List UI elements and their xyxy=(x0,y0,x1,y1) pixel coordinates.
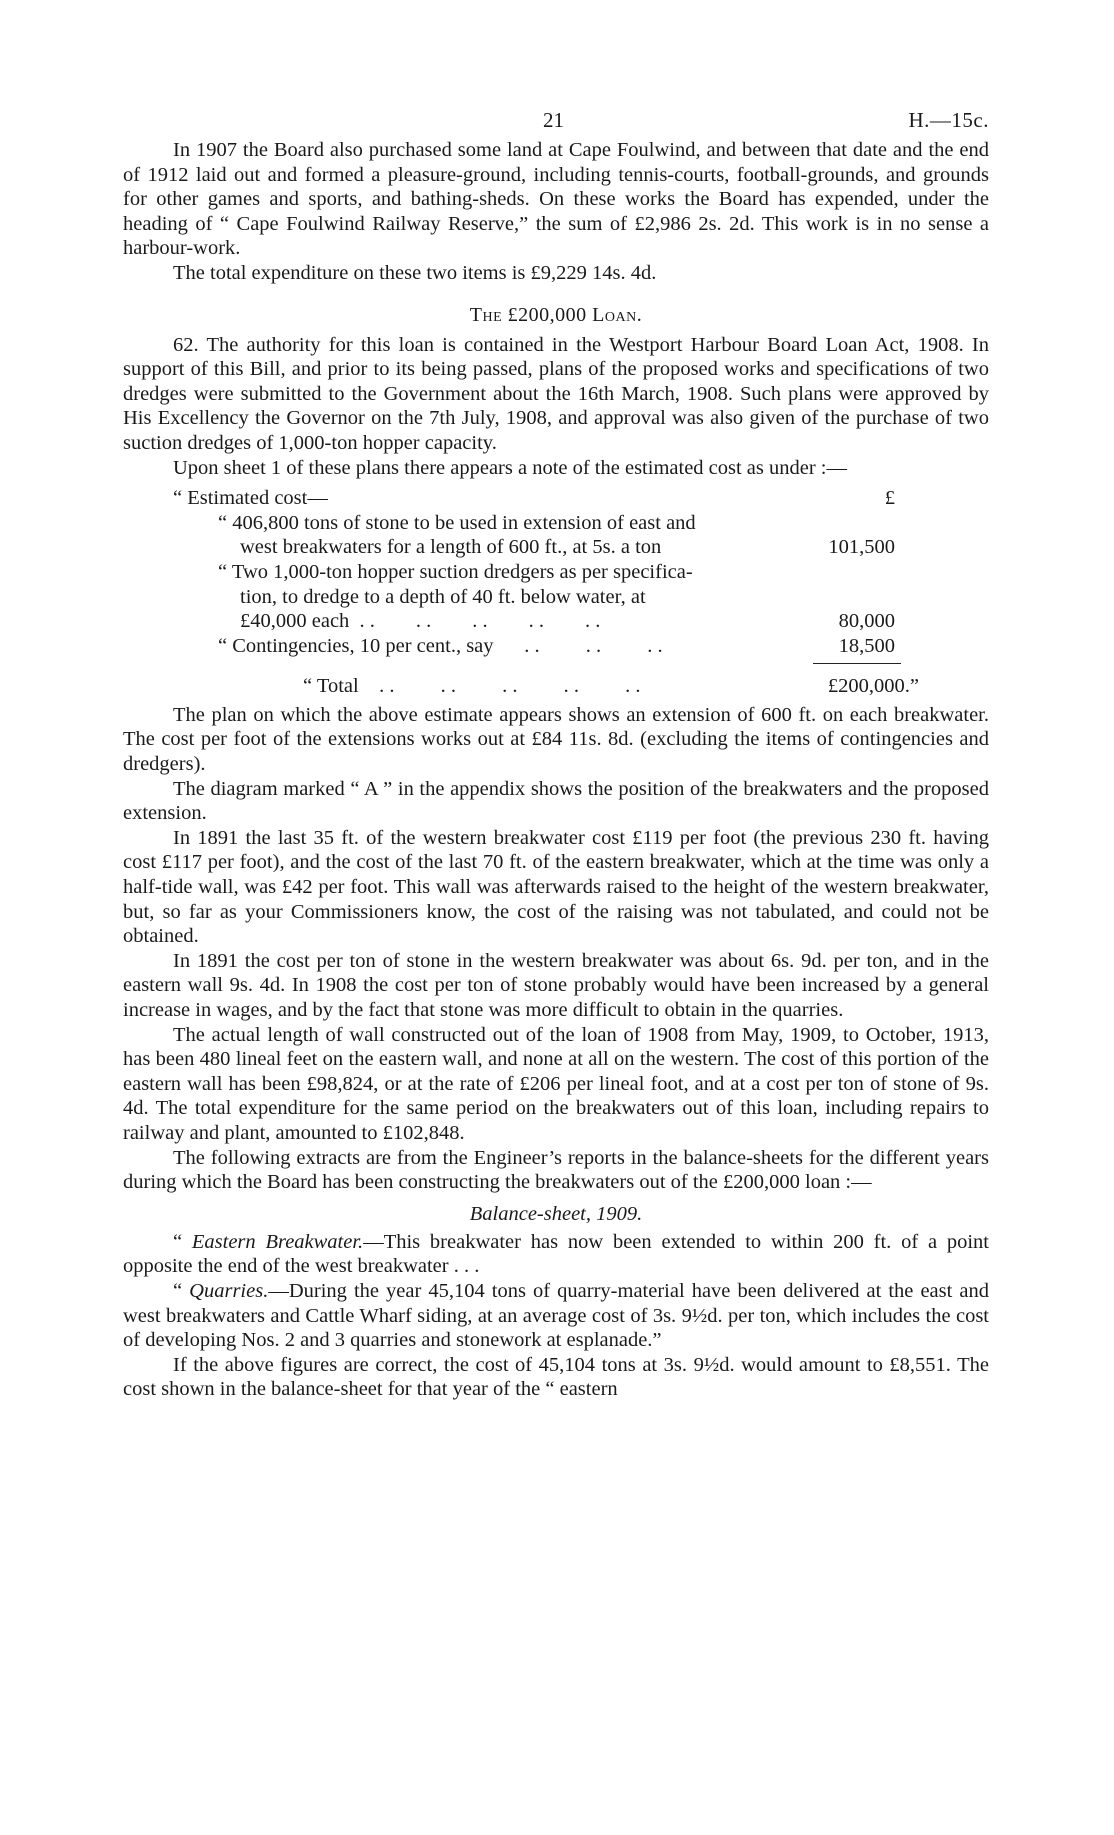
paragraph-cape-foulwind: In 1907 the Board also purchased some land at Cape Foulwind, and between that date and the end of 1912 laid out and formed a pleasure-ground, including tennis-courts, football-grounds, and grounds for other games and sports, and bathing-sheds. On these works the Board has expended, under the heading of “ Cape Foulwind Railway Reserve,” the sum of £2,986 2s. 2d. This work is in no sense a harbour-work. xyxy=(123,139,989,260)
quote-eastern-text: —This breakwater has now been extended to within 200 ft. of a point opposite the end of the west breakwater . . . xyxy=(123,1230,989,1278)
quote-quarries-label: Quarries. xyxy=(189,1279,269,1302)
estimate-item-dredgers-line3: £40,000 each . . . . . . . . . . xyxy=(240,610,601,633)
paragraph-1891-stone: In 1891 the cost per ton of stone in the western breakwater was about 6s. 9d. per ton, and in the eastern wall 9s. 4d. In 1908 the cost per ton of stone probably would have been increased by a general increase in wages, and by the fact that stone was more difficult to obtain in the quarries. xyxy=(123,949,989,1021)
estimate-item-contingencies-amount: 18,500 xyxy=(838,634,895,657)
estimate-total-amount: £200,000.” xyxy=(827,675,919,698)
paragraph-plan: The plan on which the above estimate appears shows an extension of 600 ft. on each breakwater. The cost per foot of the extensions works out at £84 11s. 8d. (excluding the items of contingencies and dredgers). xyxy=(123,703,989,776)
document-page xyxy=(123,108,989,1402)
estimate-item-stone-amount: 101,500 xyxy=(828,536,895,559)
paragraph-total-expenditure: The total expenditure on these two items is £9,229 14s. 4d. xyxy=(173,261,657,284)
estimate-item-stone-line1: “ 406,800 tons of stone to be used in extension of east and xyxy=(218,511,696,534)
page-number: 21 xyxy=(543,108,564,132)
quote-quarries: “ Quarries.—During the year 45,104 tons of quarry-material have been delivered at the east and west breakwaters and Cattle Wharf siding, at an average cost of 3s. 9½d. per ton, which includes the cost of developing Nos. 2 and 3 quarries and stonework at esplanade.” xyxy=(123,1279,989,1352)
estimate-item-contingencies-label: “ Contingencies, 10 per cent., say . . . . . . xyxy=(218,634,663,657)
total-rule xyxy=(813,663,901,664)
paragraph-extracts: The following extracts are from the Engineer’s reports in the balance-sheets for the different years during which the Board has been constructing the breakwaters out of the £200,000 loan :— xyxy=(123,1146,989,1194)
estimate-currency: £ xyxy=(884,487,895,510)
estimate-item-dredgers xyxy=(123,560,989,634)
page-header xyxy=(123,108,989,138)
paragraph-1891-cost: In 1891 the last 35 ft. of the western breakwater cost £119 per foot (the previous 230 ft. having cost £117 per foot), and the cost of the last 70 ft. of the eastern breakwater, which at the time was only a half-tide wall, was £42 per foot. This wall was afterwards raised to the height of the western breakwater, but, so far as your Commissioners know, the cost of the raising was not tabulated, and could not be obtained. xyxy=(123,826,989,948)
paragraph-sheet-note: Upon sheet 1 of these plans there appears a note of the estimated cost as under :— xyxy=(173,456,848,479)
estimate-total-label: “ Total . . . . . . . . . . xyxy=(303,675,641,698)
section-heading xyxy=(123,304,989,327)
paragraph-diagram: The diagram marked “ A ” in the appendix shows the position of the breakwaters and the proposed extension. xyxy=(123,777,989,825)
paragraph-62: 62. The authority for this loan is contained in the Westport Harbour Board Loan Act, 1908. In support of this Bill, and prior to its being passed, plans of the proposed works and specifications of two dredges were submitted to the Government about the 16th March, 1908. Such plans were approved by His Excellency the Governor on the 7th July, 1908, and approval was also given of the purchase of two suction dredges of 1,000-ton hopper capacity. xyxy=(123,333,989,454)
section-heading-text: The £200,000 Loan. xyxy=(469,303,643,326)
balance-sheet-heading: Balance-sheet, 1909. xyxy=(469,1202,643,1225)
estimate-item-stone-line2: west breakwaters for a length of 600 ft., at 5s. a ton xyxy=(240,536,662,559)
estimate-item-stone xyxy=(123,511,989,560)
estimate-title-row xyxy=(123,486,989,511)
estimate-title: “ Estimated cost— xyxy=(173,487,328,510)
paragraph-final: If the above figures are correct, the cost of 45,104 tons at 3s. 9½d. would amount to £8,551. The cost shown in the balance-sheet for that year of the “ eastern xyxy=(123,1353,989,1401)
estimate-item-dredgers-line1: “ Two 1,000-ton hopper suction dredgers as per specifica- xyxy=(218,560,693,583)
quote-quarries-text: —During the year 45,104 tons of quarry-material have been delivered at the east and west breakwaters and Cattle Wharf siding, at an average cost of 3s. 9½d. per ton, which includes the cost of developing Nos. 2 and 3 quarries and stonework at esplanade.” xyxy=(123,1279,989,1352)
quote-eastern-label: Eastern Breakwater. xyxy=(191,1230,364,1253)
cost-estimate-table xyxy=(123,486,989,699)
quote-eastern-breakwater: “ Eastern Breakwater.—This breakwater has now been extended to within 200 ft. of a point opposite the end of the west breakwater . . . xyxy=(123,1230,989,1278)
estimate-item-contingencies xyxy=(123,634,989,659)
document-reference: H.—15c. xyxy=(908,108,989,132)
paragraph-actual-length: The actual length of wall constructed out of the loan of 1908 from May, 1909, to October, 1913, has been 480 lineal feet on the eastern wall, and none at all on the western. The cost of this portion of the eastern wall has been £98,824, or at the rate of £206 per lineal foot, and at a cost per ton of stone of 9s. 4d. The total expenditure for the same period on the breakwaters out of this loan, including repairs to railway and plant, amounted to £102,848. xyxy=(123,1023,989,1144)
estimate-item-dredgers-line2: tion, to dredge to a depth of 40 ft. below water, at xyxy=(240,585,646,608)
estimate-item-dredgers-amount: 80,000 xyxy=(838,610,895,633)
estimate-total-row xyxy=(123,674,989,699)
